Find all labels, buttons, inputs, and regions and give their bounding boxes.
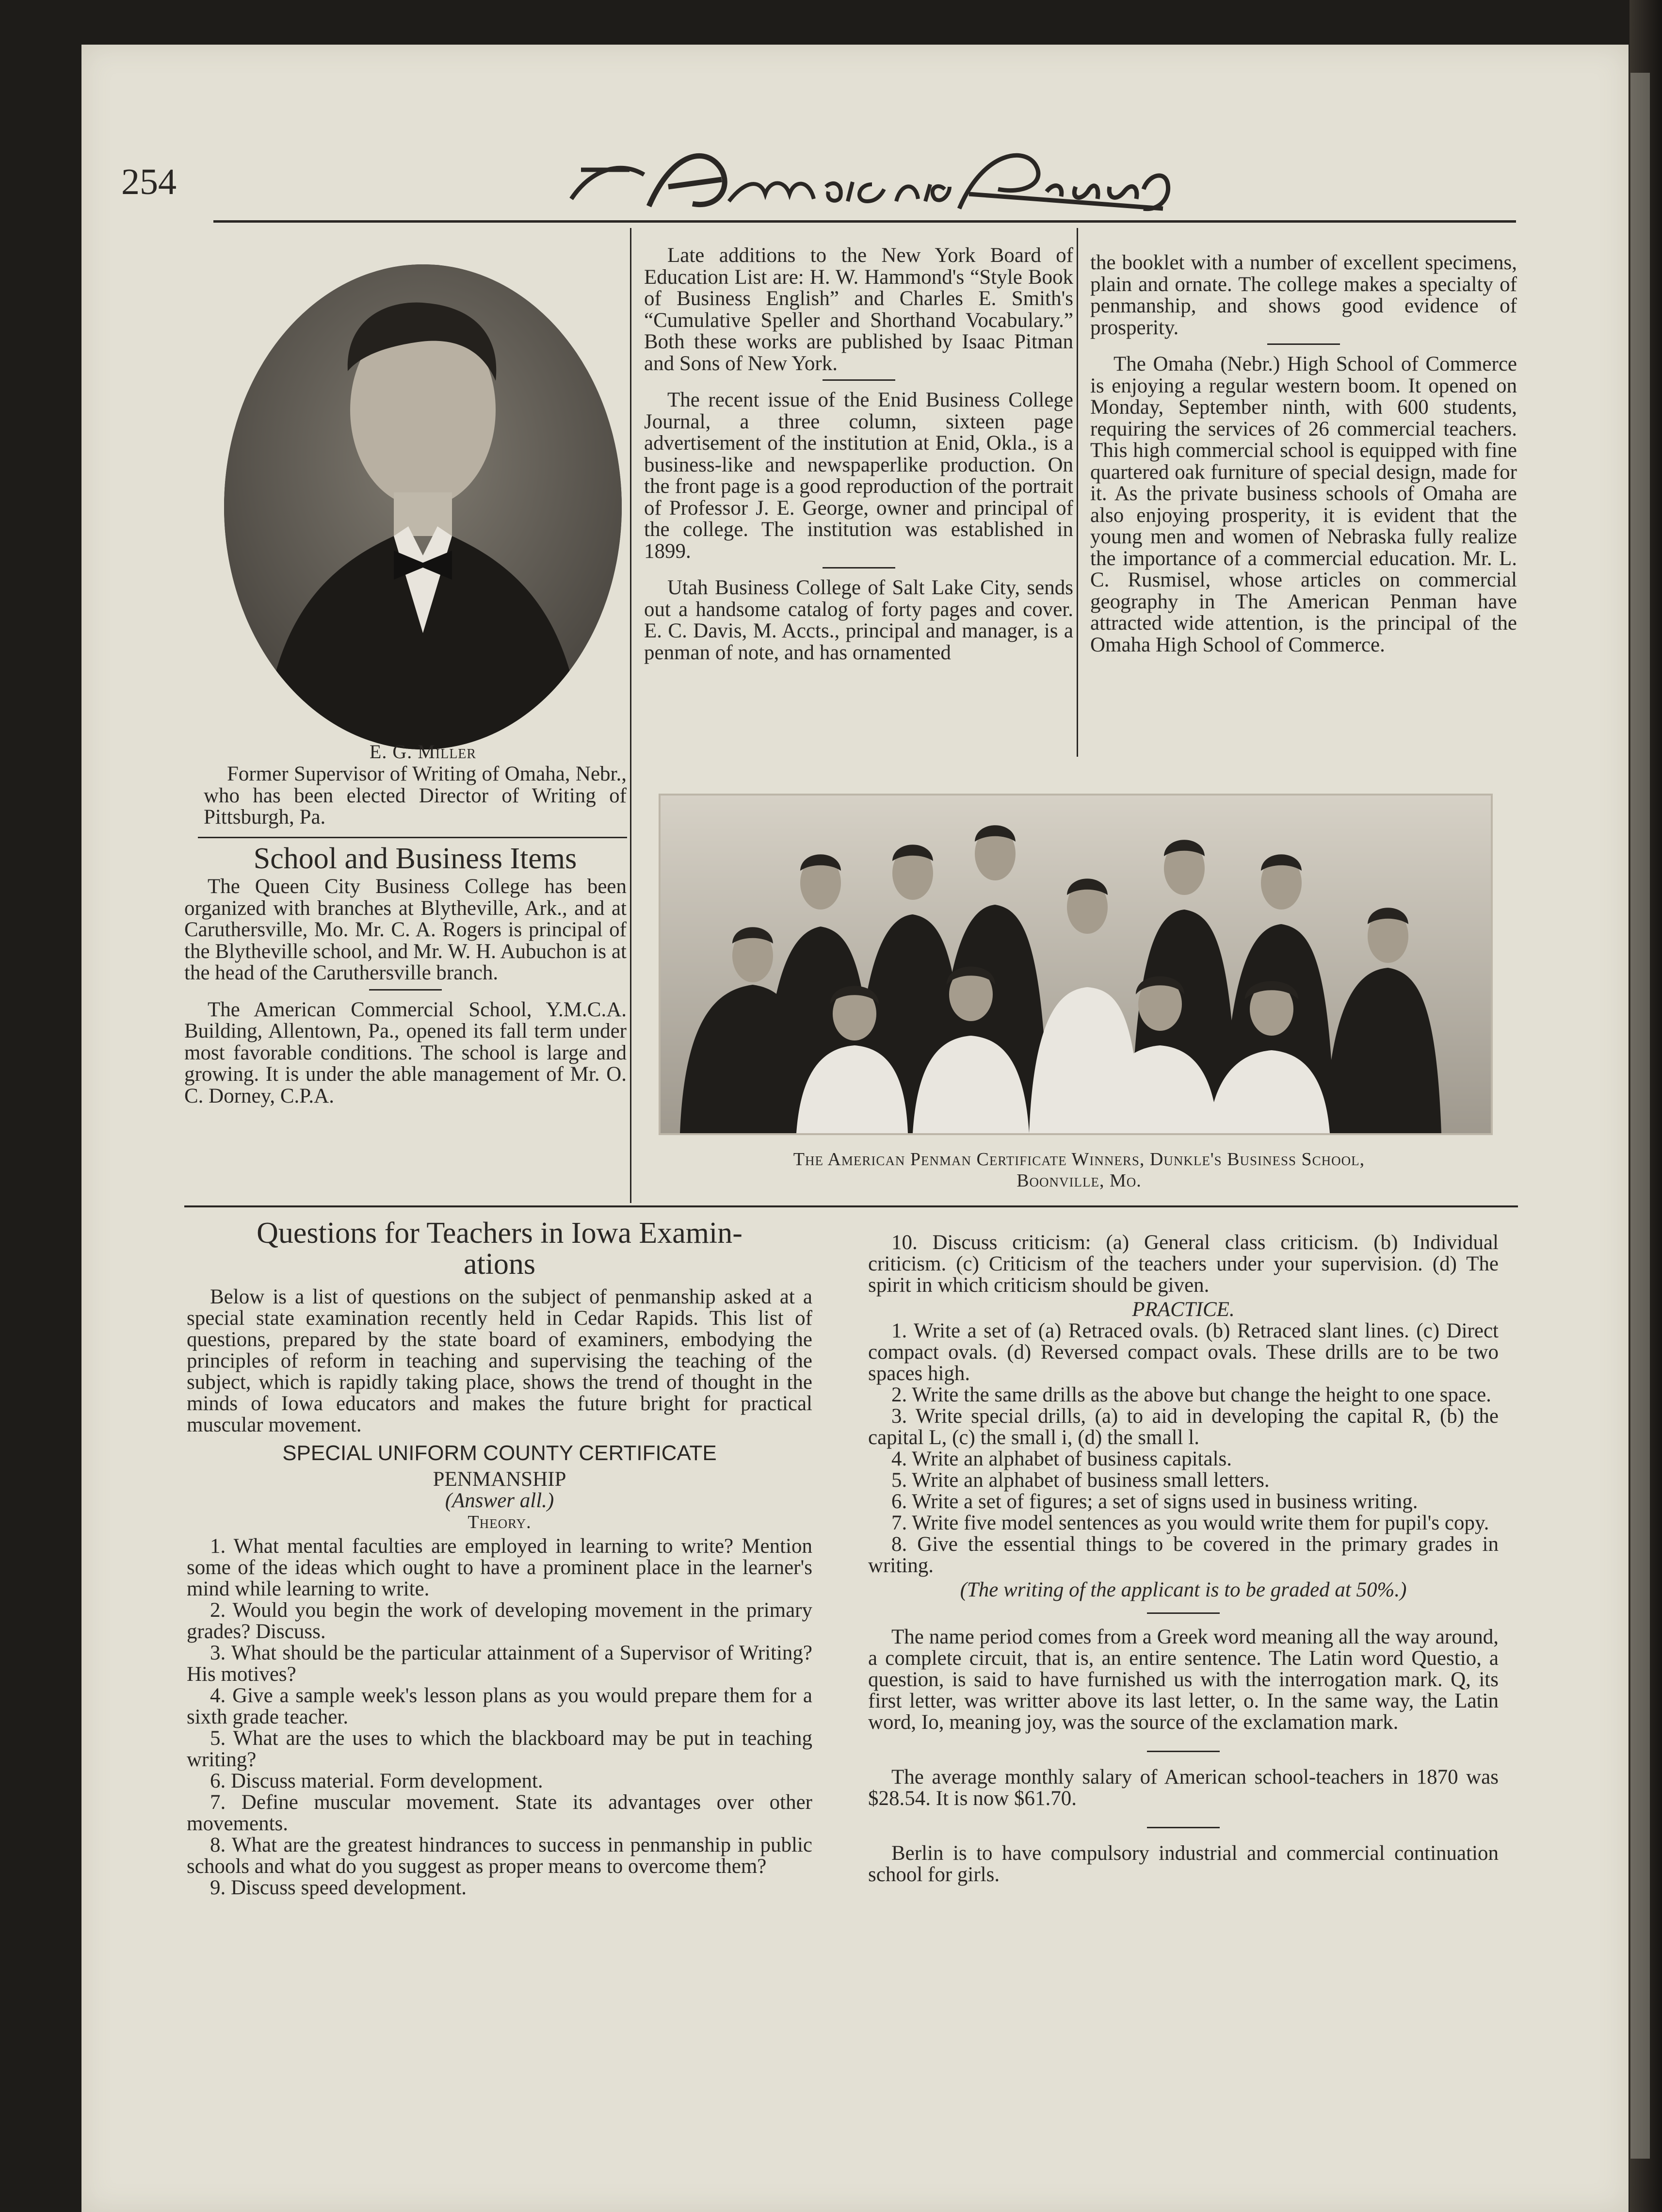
separator <box>1147 1612 1220 1614</box>
group-photo-caption-line2: Boonville, Mo. <box>1017 1171 1142 1191</box>
column-divider-right <box>1077 228 1078 757</box>
masthead-logo <box>562 141 1173 223</box>
separator <box>1147 1827 1220 1828</box>
column-divider-left <box>630 228 631 1203</box>
news-paragraph: The recent issue of the Enid Business College Journal, a three column, sixteen page advertisement of the institution at Enid, Okla., is a business-like and newspaperlike production. On the front page is a good reproduction of the portrait of Professor J. E. George, owner and principal of the college. The institution was established in 1899. <box>644 389 1073 563</box>
news-paragraph: Late additions to the New York Board of Education List are: H. W. Hammond's “Style Book of Business English” and Charles E. Smith's “Cumulative Speller and Shorthand Vocabulary.” Both these works are published by Isaac Pitman and Sons of New York. <box>644 244 1073 375</box>
theory-question: 8. What are the greatest hindrances to success in penmanship in public schools and what do you suggest as proper means to overcome them? <box>187 1834 812 1878</box>
theory-questions <box>187 1536 812 1899</box>
practice-question: 2. Write the same drills as the above but change the height to one space. <box>891 1383 1491 1406</box>
practice-question: 1. Write a set of (a) Retraced ovals. (b) Retraced slant lines. (c) Direct compact ovals. (d) Reversed compact ovals. These drills are to be two spaces high. <box>868 1319 1499 1385</box>
portrait-rule <box>198 837 627 838</box>
group-photo <box>659 794 1493 1135</box>
filler-paragraph: The name period comes from a Greek word meaning all the way around, a complete circuit, that is, an entire sentence. The Latin word Questio, a question, is said to have furnished us with the interrogation mark. Q, its first letter, was writter above its last letter, o. In the same way, the Latin word, Io, meaning joy, was the source of the exclamation mark. <box>868 1626 1499 1734</box>
group-photo-caption <box>645 1149 1513 1191</box>
separator <box>1267 343 1340 345</box>
right-column <box>1090 252 1517 656</box>
certificate-heading: SPECIAL UNIFORM COUNTY CERTIFICATE <box>282 1441 717 1465</box>
school-item-paragraph: The Queen City Business College has been organized with branches at Blytheville, Ark., and at Caruthersville, Mo. Mr. C. A. Rogers is principal of the Blytheville school, and Mr. W. H. Aubuchon is at the head of the Caruthersville branch. <box>184 875 627 984</box>
filler-paragraph: The average monthly salary of American school-teachers in 1870 was $28.54. It is now $61.70. <box>868 1766 1499 1810</box>
filler-paragraph: Berlin is to have compulsory industrial and commercial continuation school for girls. <box>868 1842 1499 1886</box>
news-paragraph: Utah Business College of Salt Lake City, sends out a handsome catalog of forty pages and cover. E. C. Davis, M. Accts., principal and manager, is a penman of note, and has ornamented <box>644 576 1073 664</box>
theory-question: 1. What mental faculties are employed in learning to write? Mention some of the ideas which ought to have a prominent place in the learner's mind while learning to write. <box>187 1535 812 1600</box>
practice-question: 7. Write five model sentences as you would write them for pupil's copy. <box>891 1512 1489 1534</box>
group-photo-caption-line1: The American Penman Certificate Winners, Dunkle's Business School, <box>793 1149 1365 1170</box>
practice-question: 3. Write special drills, (a) to aid in developing the capital R, (b) the capital L, (c) the small i, (d) the small l. <box>868 1405 1499 1449</box>
separator <box>823 379 895 381</box>
questions-article-right <box>868 1232 1499 1886</box>
page-number: 254 <box>121 162 177 202</box>
practice-question: 4. Write an alphabet of business capitals. <box>891 1448 1232 1470</box>
grading-note: (The writing of the applicant is to be graded at 50%.) <box>960 1578 1407 1601</box>
theory-question: 2. Would you begin the work of developing movement in the primary grades? Discuss. <box>187 1599 812 1643</box>
next-page-edge <box>1630 73 1650 2159</box>
news-paragraph: The Omaha (Nebr.) High School of Commerce is enjoying a regular western boom. It opened on Monday, September ninth, with 600 students, requiring the services of 26 commercial teachers. This high commercial school is equipped with fine quartered oak furniture of special design, made for it. As the private business schools of Omaha are also enjoying prosperity, it is evident that the young men and women of Nebraska fully realize the importance of a commercial education. Mr. L. C. Rusmisel, whose articles on commercial geography in The American Penman have attracted wide attention, is the principal of the Omaha High School of Commerce. <box>1090 353 1517 656</box>
questions-title-line2: ations <box>463 1248 536 1281</box>
practice-question: 6. Write a set of figures; a set of signs used in business writing. <box>891 1490 1418 1513</box>
news-paragraph: the booklet with a number of excellent specimens, plain and ornate. The college makes a specialty of penmanship, and shows good evidence of prosperity. <box>1090 251 1517 339</box>
practice-question: 5. Write an alphabet of business small letters. <box>891 1469 1270 1492</box>
theory-question: 9. Discuss speed development. <box>210 1876 467 1899</box>
practice-questions <box>868 1320 1499 1577</box>
masthead <box>562 141 1173 223</box>
practice-question: 8. Give the essential things to be covered in the primary grades in writing. <box>868 1533 1499 1577</box>
theory-question: 4. Give a sample week's lesson plans as you would prepare them for a sixth grade teacher. <box>187 1684 812 1728</box>
separator <box>823 567 895 569</box>
theory-question: 6. Discuss material. Form development. <box>210 1770 543 1792</box>
school-items-title: School and Business Items <box>253 842 577 875</box>
questions-intro: Below is a list of questions on the subject of penmanship asked at a special state examination recently held in Cedar Rapids. This list of questions, prepared by the state board of examiners, embodying the principles of reform in teaching and supervising the teaching of the subject, which is rapidly taking place, shows the trend of thought in the minds of Iowa educators and makes the future bright for practical muscular movement. <box>187 1285 812 1436</box>
section-rule <box>184 1205 1518 1207</box>
school-items-body <box>184 876 627 1107</box>
theory-question: 7. Define muscular movement. State its advantages over other movements. <box>187 1791 812 1835</box>
questions-title-line1: Questions for Teachers in Iowa Examin- <box>257 1217 742 1250</box>
theory-heading: Theory. <box>468 1512 532 1532</box>
middle-column <box>644 245 1073 664</box>
separator <box>369 989 442 991</box>
theory-questions-continued <box>868 1232 1499 1296</box>
school-item-paragraph: The American Commercial School, Y.M.C.A. Building, Allentown, Pa., opened its fall term under most favorable conditions. The school is large and growing. It is under the able management of Mr. O. C. Dorney, C.P.A. <box>184 998 627 1107</box>
portrait-photo <box>224 264 622 749</box>
subject-heading: PENMANSHIP <box>433 1468 566 1491</box>
practice-heading: PRACTICE. <box>1132 1298 1235 1321</box>
header-rule <box>213 220 1516 223</box>
questions-article-left <box>187 1218 812 1899</box>
portrait-name: E. G. Miller <box>369 741 477 763</box>
portrait-caption: Former Supervisor of Writing of Omaha, Nebr., who has been elected Director of Writing of Pittsburgh, Pa. <box>204 763 627 829</box>
theory-question: 10. Discuss criticism: (a) General class criticism. (b) Individual criticism. (c) Criticism of the teachers under your supervision. (d) The spirit in which criticism should be given. <box>868 1231 1499 1297</box>
theory-question: 5. What are the uses to which the blackboard may be put in teaching writing? <box>187 1727 812 1771</box>
separator <box>1147 1751 1220 1752</box>
answer-note: (Answer all.) <box>445 1489 554 1512</box>
theory-question: 3. What should be the particular attainment of a Supervisor of Writing? His motives? <box>187 1642 812 1686</box>
